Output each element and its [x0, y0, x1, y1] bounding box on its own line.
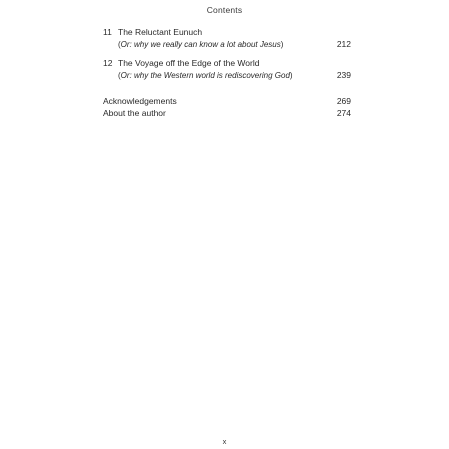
chapter-subtitle: (Or: why we really can know a lot about Jesus): [118, 40, 284, 49]
toc-chapter-11[interactable]: [103, 27, 351, 50]
page-folio: x: [222, 437, 227, 446]
table-of-contents: [103, 27, 351, 120]
chapter-title: The Reluctant Eunuch: [118, 27, 203, 37]
toc-entry-about-the-author[interactable]: [103, 108, 351, 120]
chapter-page-number: 239: [336, 70, 351, 80]
entry-page-number: 274: [336, 108, 351, 118]
chapter-number: 12: [103, 58, 113, 68]
back-matter-list: [103, 96, 351, 120]
toc-entry-acknowledgements[interactable]: [103, 96, 351, 108]
entry-label: Acknowledgements: [103, 96, 177, 106]
running-head: Contents: [206, 5, 243, 15]
chapter-subtitle-text: Or: why we really can know a lot about Jesus: [120, 40, 281, 49]
entry-page-number: 269: [336, 96, 351, 106]
chapter-number: 11: [103, 27, 112, 37]
chapter-subtitle-text: Or: why the Western world is rediscovering God: [120, 71, 290, 80]
chapter-subtitle: (Or: why the Western world is rediscovering God): [118, 71, 293, 80]
chapter-page-number: 212: [336, 39, 351, 49]
chapter-title: The Voyage off the Edge of the World: [118, 58, 260, 68]
toc-chapter-12[interactable]: [103, 58, 351, 81]
entry-label: About the author: [103, 108, 166, 118]
